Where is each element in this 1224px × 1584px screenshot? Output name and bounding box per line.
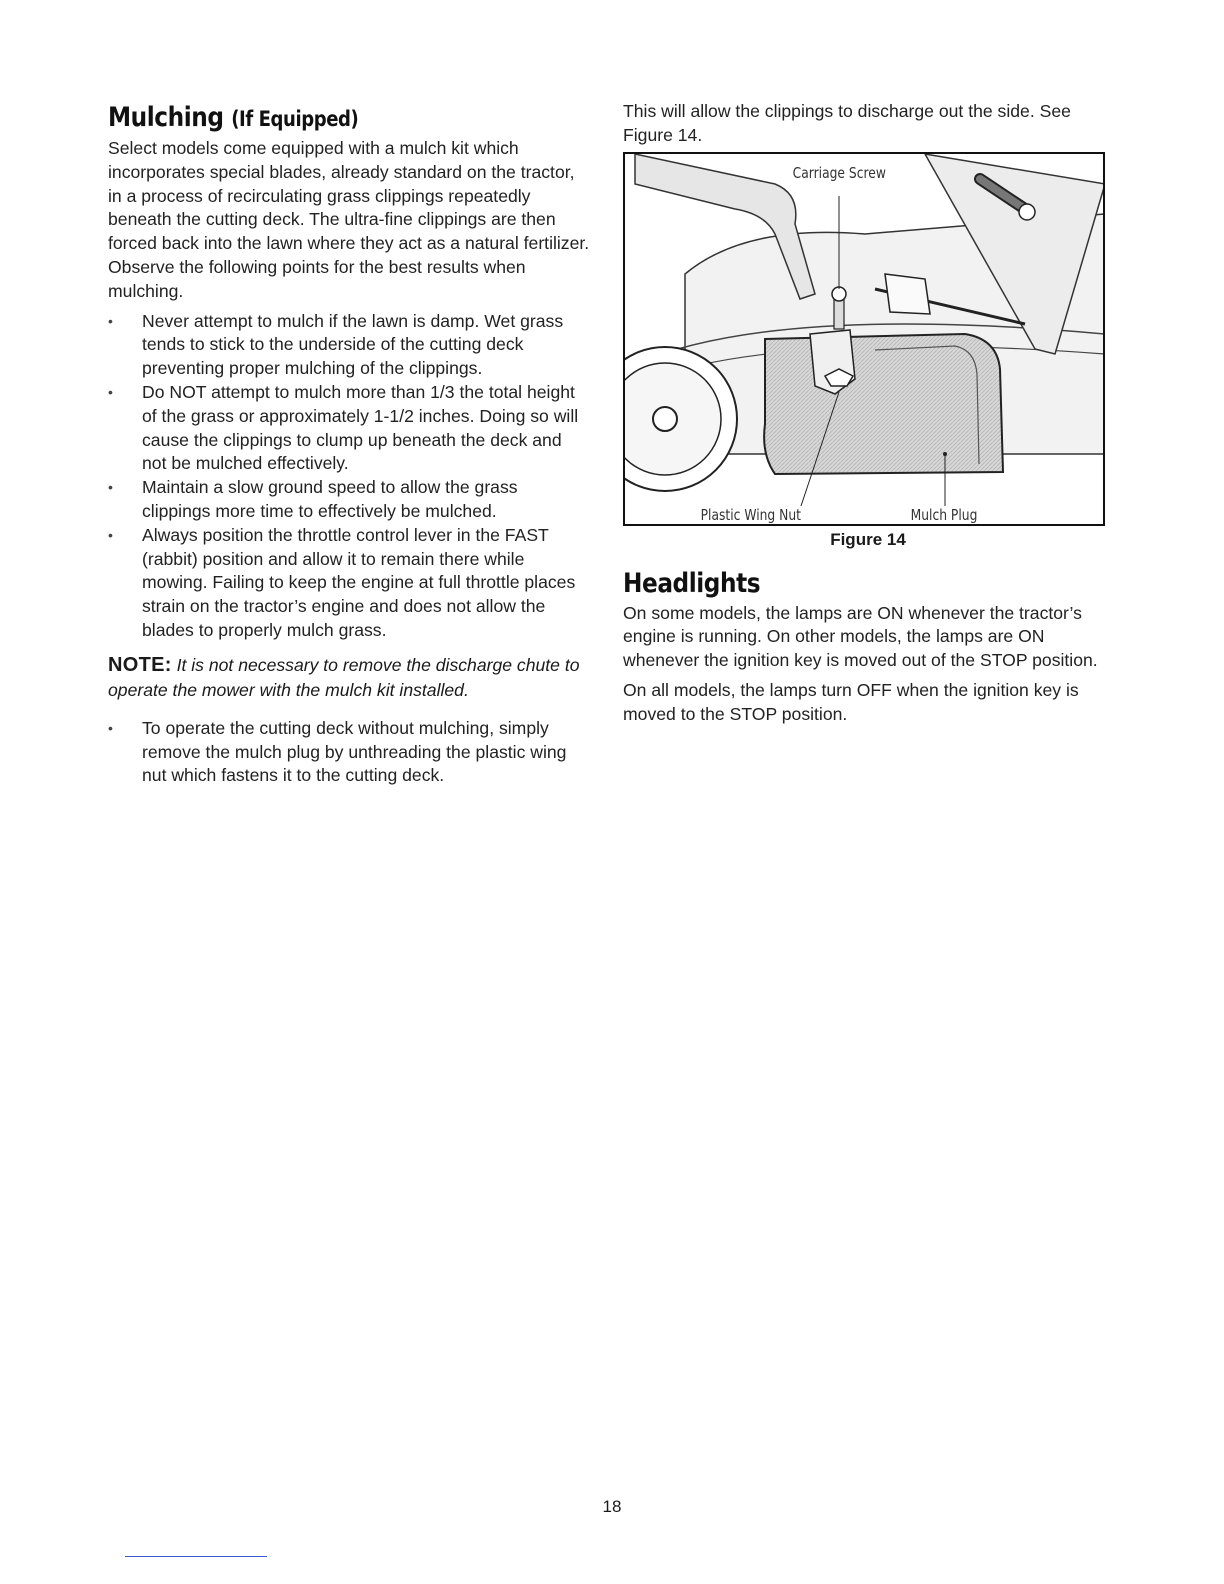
mulching-tips-list [108, 310, 590, 643]
page-number: 18 [602, 1497, 622, 1516]
mulching-heading [108, 100, 523, 137]
footer-rule [125, 1556, 267, 1557]
note-label: NOTE: [108, 653, 172, 676]
note [108, 653, 590, 703]
list-item: • Maintain a slow ground speed to allow the grass clippings more time to effectively be mulched. [108, 476, 590, 524]
headlights-heading: Headlights [623, 567, 761, 599]
mulching-heading-sub: (If Equipped) [231, 107, 359, 131]
mulch-kit-illustration [625, 154, 1105, 526]
list-item: • Do NOT attempt to mulch more than 1/3 the total height of the grass or approximately 1-1/2 inches. Doing so will cause the clippings to clump up beneath the deck and not be mulched effectively. [108, 381, 590, 476]
mulch-plug-callout: Mulch Plug [910, 505, 978, 524]
figure-intro: This will allow the clippings to discharge out the side. See Figure 14. [623, 101, 1071, 145]
plastic-wing-nut-callout: Plastic Wing Nut [700, 505, 801, 524]
list-item: • Never attempt to mulch if the lawn is damp. Wet grass tends to stick to the underside of the cutting deck preventing proper mulching of the clippings. [108, 310, 590, 381]
mulching-intro: Select models come equipped with a mulch kit which incorporates special blades, already standard on the tractor, in a process of recirculating grass clippings repeatedly beneath the cutting deck. The ultra-fine clippings are then forced back into the lawn where they act as a natural fertilizer. Observe the following points for the best results when mulching. [108, 138, 590, 301]
headlights-para-2: On all models, the lamps turn OFF when the ignition key is moved to the STOP position. [623, 679, 1079, 724]
mulching-heading-main: Mulching [108, 102, 224, 133]
right-column [623, 100, 1113, 733]
left-column [108, 100, 590, 788]
no-mulch-list [108, 717, 590, 788]
figure-caption: Figure 14 [830, 529, 906, 549]
list-item: • Always position the throttle control lever in the FAST (rabbit) position and allow it to remain there while mowing. Failing to keep the engine at full throttle places strain on the tractor’s engine and does not allow the blades to properly mulch grass. [108, 524, 590, 643]
headlights-para-1: On some models, the lamps are ON whenever the tractor’s engine is running. On other models, the lamps are ON whenever the ignition key is moved out of the STOP position. [623, 602, 1098, 671]
figure-14 [623, 152, 1105, 526]
list-item: • To operate the cutting deck without mulching, simply remove the mulch plug by unthreading the plastic wing nut which fastens it to the cutting deck. [108, 717, 590, 788]
carriage-screw-callout: Carriage Screw [792, 163, 886, 182]
note-text: It is not necessary to remove the discharge chute to operate the mower with the mulch kit installed. [108, 654, 580, 700]
